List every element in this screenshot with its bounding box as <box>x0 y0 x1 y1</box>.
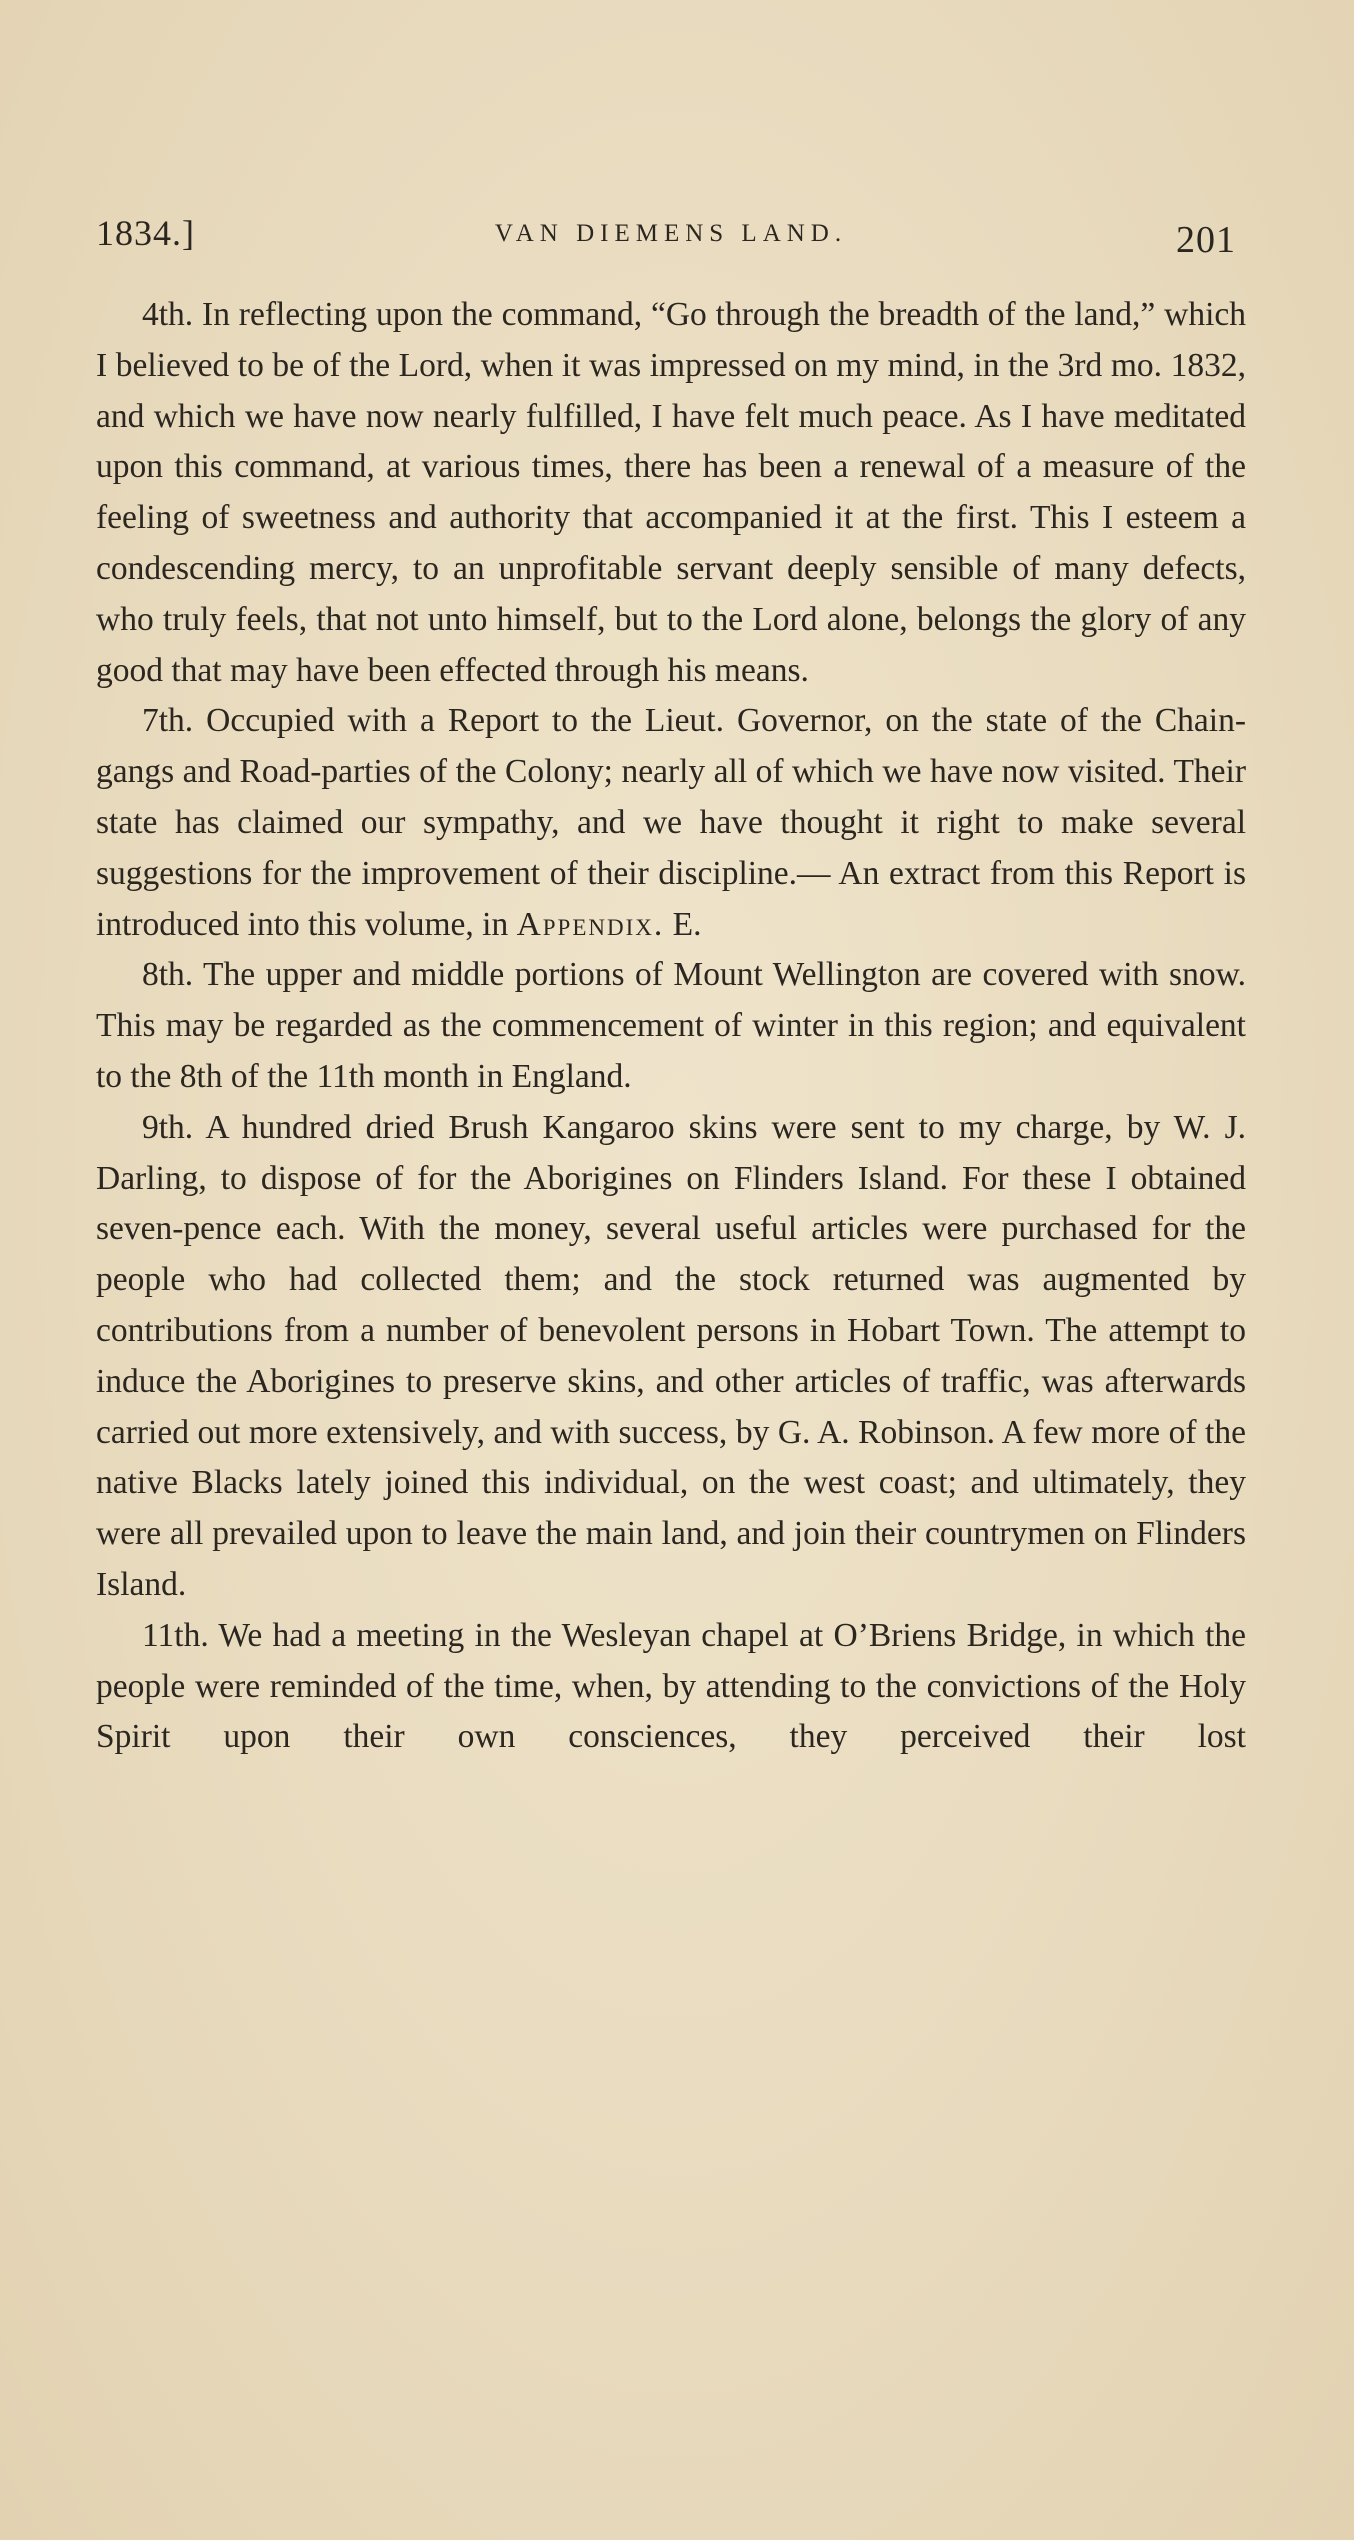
paragraph-4th <box>96 290 1246 696</box>
appendix-label: Appendix. <box>516 905 665 943</box>
header-year: 1834.] <box>96 213 195 253</box>
paragraph-text: 7th. Occupied with a Report to the Lieut. Governor, on the state of the Chain-gangs and Road-parties of the Colony; nearly all of which we have now visited. Their state has claimed our sympathy, and we have thought it right to make several suggestions for the improvement of their discipline.— An extract from this Report is introduced into this volume, in <box>96 702 1246 943</box>
header-title: VAN DIEMENS LAND. <box>494 220 848 247</box>
paragraph-9th <box>96 1103 1246 1611</box>
paragraph-8th <box>96 950 1246 1102</box>
page-number: 201 <box>1176 219 1236 261</box>
paragraph-11th <box>96 1611 1246 1763</box>
paragraph-7th <box>96 696 1246 950</box>
running-head <box>96 212 1246 272</box>
body-text <box>96 290 1246 1763</box>
paragraph-text: 8th. The upper and middle portions of Mount Wellington are covered with snow. This may be regarded as the commencement of winter in this region; and equivalent to the 8th of the 11th month in England. <box>96 956 1246 1095</box>
paragraph-text: 9th. A hundred dried Brush Kangaroo skins were sent to my charge, by W. J. Darling, to dispose of for the Aborigines on Flinders Island. For these I obtained seven-pence each. With the money, several useful articles were purchased for the people who had collected them; and the stock returned was augmented by contributions from a number of benevolent persons in Hobart Town. The attempt to induce the Aborigines to preserve skins, and other articles of traffic, was afterwards carried out more extensively, and with success, by G. A. Robinson. A few more of the native Blacks lately joined this individual, on the west coast; and ultimately, they were all prevailed upon to leave the main land, and join their countrymen on Flinders Island. <box>96 1108 1246 1603</box>
paragraph-text: 4th. In reflecting upon the command, “Go through the breadth of the land,” which I believed to be of the Lord, when it was impressed on my mind, in the 3rd mo. 1832, and which we have now nearly fulfilled, I have felt much peace. As I have meditated upon this command, at various times, there has been a renewal of a measure of the feeling of sweetness and authority that accompanied it at the first. This I esteem a condescending mercy, to an unprofitable servant deeply sensible of many defects, who truly feels, that not unto himself, but to the Lord alone, belongs the glory of any good that may have been effected through his means. <box>96 296 1246 689</box>
paragraph-text: 11th. We had a meeting in the Wesleyan chapel at O’Briens Bridge, in which the people were reminded of the time, when, by attending to the convictions of the Holy Spirit upon their own consciences, they perceived their lost <box>96 1616 1246 1756</box>
appendix-letter: E. <box>664 905 702 943</box>
